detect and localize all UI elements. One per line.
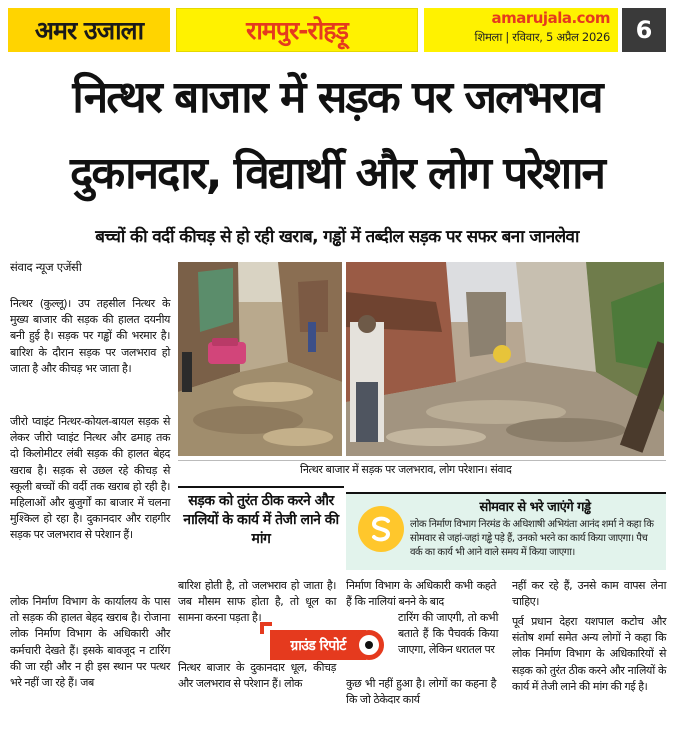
callout-body: लोक निर्माण विभाग निरमंड के अधिशाषी अभियंता आनंद शर्मा ने कहा कि सोमवार से जहां-जहां गड्ढे पड़े हैं, उनको भरने का कार्य किया जाएगा। पैच वर्क का कार्य भी आने वाले समय में किया जाएगा। <box>410 519 654 558</box>
column-3-text-c: कुछ भी नहीं हुआ है। लोगों का कहना है कि जो ठेकेदार कार्य <box>346 677 496 707</box>
edition-name: रामपुर-रोहड़ू <box>176 8 418 52</box>
caption-divider <box>178 460 666 461</box>
ground-report-label: ग्राउंड रिपोर्ट <box>270 630 366 660</box>
paragraph-2: जीरो प्वाइंट नित्थर-कोयल-बायल सड़क से लेकर जीरो प्वाइंट नित्थर और ढमाह तक दो किलोमीटर लंबी सड़क की हालत बेहद खराब है। सड़क से उछल रहे कीचड़ से स्कूली बच्चों की वर्दी तक खराब हो रही है। महिलाओं और बुजुर्गों का बाजार में चलना मुश्किल हो रहा है। दुकानदार और राहगीर सड़क पर जलभराव से परेशान हैं। <box>10 415 170 542</box>
newspaper-logo[interactable]: अमर उजाला <box>8 8 170 52</box>
subhead-rule <box>178 486 344 488</box>
subhead: सड़क को तुरंत ठीक करने और नालियों के कार्य में तेजी लाने की मांग <box>183 493 339 547</box>
headline-line-2: दुकानदार, विद्यार्थी और लोग परेशान <box>70 148 604 199</box>
target-icon <box>354 630 384 660</box>
photo-street-view <box>346 262 664 456</box>
column-4-text-a: नहीं कर रहे हैं, उनसे काम वापस लेना चाहिए। <box>512 579 666 609</box>
column-2-text-b: नित्थर बाजार के दुकानदार धूल, कीचड़ और जलभराव से परेशान हैं। लोक <box>178 661 336 691</box>
paragraph-3: लोक निर्माण विभाग के कार्यालय के पास तो सड़क की हालत बेहद खराब है। रोजाना लोक निर्माण विभाग के अधिकारी और कर्मचारी देखते हैं। इसके बावजूद न टारिंग की जा रही और न ही इस स्थान पर पत्थर भरे नहीं जा रहे हैं। जब <box>10 595 170 690</box>
dateline: शिमला | रविवार, 5 अप्रैल 2026 <box>474 30 610 44</box>
column-3-text-b: टारिंग की जाएगी, तो कभी बताते हैं कि पैचवर्क किया जाएगा, लेकिन धरातल पर <box>398 611 498 657</box>
column-2-text-a: बारिश होती है, तो जलभराव हो जाता है। जब मौसम साफ होता है, तो धूल का सामना करना पड़ता है। <box>178 579 336 625</box>
photo-market-road <box>178 262 342 456</box>
photo-caption: नित्थर बाजार में सड़क पर जलभराव, लोग परेशान। संवाद <box>300 463 512 476</box>
deck: बच्चों की वर्दी कीचड़ से हो रही खराब, गड्ढों में तब्दील सड़क पर सफर बना जानलेवा <box>95 227 579 247</box>
page-number: 6 <box>622 8 666 52</box>
column-4-text-b: पूर्व प्रधान देहरा यशपाल कटोच और संतोष शर्मा समेत अन्य लोगों ने कहा कि लोक निर्माण विभाग के अधिकारियों से सड़क को तुरंत ठीक करने और नालियों के कार्य में तेजी लाने की मांग की गई है। <box>512 615 666 693</box>
byline: संवाद न्यूज एजेंसी <box>10 260 82 274</box>
headline-line-1: नित्थर बाजार में सड़क पर जलभराव <box>72 72 602 123</box>
site-url[interactable]: amarujala.com <box>491 9 610 27</box>
paragraph-1: नित्थर (कुल्लू)। उप तहसील नित्थर के मुख्य बाजार की सड़क की हालत दयनीय बनी हुई है। सड़क पर गड्ढों की भरमार है। बारिश के दौरान सड़क पर जलभराव हो जाता है और कीचड़ भर जाता है। <box>10 297 170 375</box>
column-3-text-a: निर्माण विभाग के अधिकारी कभी कहते हैं कि नालियां बनने के बाद <box>346 579 496 609</box>
dollar-s-icon <box>358 506 404 552</box>
callout-title: सोमवार से भरे जाएंगे गड्ढे <box>479 500 591 515</box>
